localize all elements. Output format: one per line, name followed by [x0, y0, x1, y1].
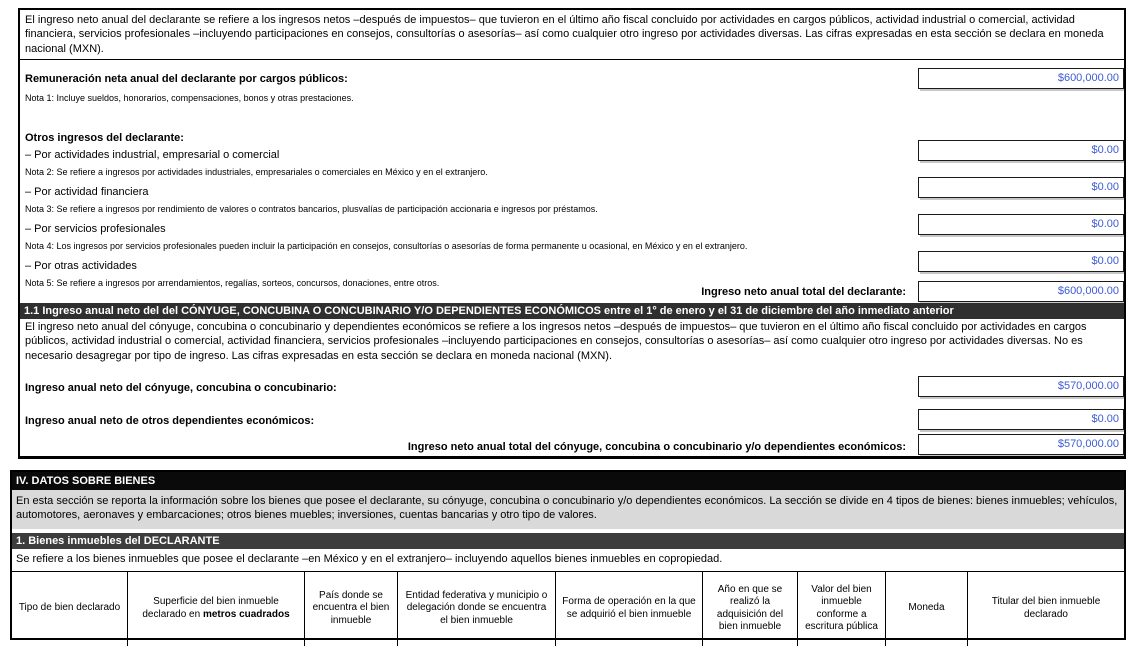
total-declarante-value-field[interactable]: $600,000.00	[918, 281, 1124, 302]
conyuge-row-label: Ingreso anual neto del cónyuge, concubina o concubinario:	[25, 382, 337, 394]
income-intro-text: El ingreso neto anual del declarante se refiere a los ingresos netos –después de impuestos– que tuvieron en el último año fiscal concluido por actividades en cargos públicos, actividad industrial o comercial, actividad financiera, servicios profesionales –incluyendo participaciones en consejos, consultorías o asesorías– así como cualquier otro ingreso por actividades diversas. Las cifras expresadas en esta sección se declara en moneda nacional (MXN).	[20, 10, 1124, 60]
conyuge-intro-text: El ingreso neto anual del cónyuge, concubina o concubinario y dependientes económicos se refiere a los ingresos netos –después de impuestos– que tuvieron en el último año fiscal concluido por actividades en cargos públicos, actividad industrial o comercial, actividad financiera, servicios profesionales –incluyendo participaciones en consejos, consultorías o asesorías– así como cualquier otro ingreso por actividades diversas. No es necesario desagregar por tipo de ingreso. Las cifras expresadas en esta sección se declara en moneda nacional (MXN).	[25, 321, 1087, 362]
total-declarante-label: Ingreso neto anual total del declarante:	[701, 286, 906, 298]
otros-item-value-field[interactable]: $0.00	[918, 140, 1124, 161]
section-1-1-header-bar: 1.1 Ingreso anual neto del del CÓNYUGE, CONCUBINA O CONCUBINARIO Y/O DEPENDIENTES ECONÓMICOS entre el 1° de enero y el 31 de diciembre del año inmediato anterior	[20, 303, 1124, 319]
bienes-table-header-row	[12, 571, 1124, 646]
total-conyuge-label: Ingreso neto anual total del cónyuge, concubina o concubinario y/o dependientes económicos:	[407, 441, 906, 453]
remuneracion-value-field[interactable]: $600,000.00	[918, 68, 1124, 89]
conyuge-value-field[interactable]: $570,000.00	[918, 376, 1124, 397]
col-pais: País donde se encuentra el bien inmueble	[304, 572, 397, 646]
col-valor: Valor del bien inmueble conforme a escritura pública	[797, 572, 885, 646]
otros-item-value-field[interactable]: $0.00	[918, 251, 1124, 272]
remuneracion-label: Remuneración neta anual del declarante por cargos públicos:	[25, 73, 348, 85]
otros-item-label: – Por servicios profesionales	[25, 223, 166, 235]
col-anio-adquisicion: Año en que se realizó la adquisición del bien inmueble	[702, 572, 797, 646]
total-conyuge-value-field[interactable]: $570,000.00	[918, 434, 1124, 455]
nota-2: Nota 2: Se refiere a ingresos por actividades industriales, empresariales o comerciales en México y en el extranjero.	[25, 167, 488, 177]
section-1-header-bar: 1. Bienes inmuebles del DECLARANTE	[12, 533, 1124, 549]
nota-5: Nota 5: Se refiere a ingresos por arrendamientos, regalías, sorteos, concursos, donaciones, entre otros.	[25, 278, 440, 288]
dependientes-row-label: Ingreso anual neto de otros dependientes económicos:	[25, 415, 315, 427]
bienes-sub-intro-text: Se refiere a los bienes inmuebles que posee el declarante –en México y en el extranjero– incluyendo aquellos bienes inmuebles en copropiedad.	[16, 552, 723, 565]
bienes-section	[10, 470, 1126, 640]
otros-item-value-field[interactable]: $0.00	[918, 214, 1124, 235]
col-forma-operacion: Forma de operación en la que se adquirió el bien inmueble	[555, 572, 702, 646]
col-titular: Titular del bien inmueble declarado	[967, 572, 1124, 646]
col-entidad: Entidad federativa y municipio o delegación donde se encuentra el bien inmueble	[397, 572, 555, 646]
col-tipo-bien: Tipo de bien declarado	[18, 602, 121, 614]
col-superficie-prefix: Superficie del bien inmueble declarado en	[142, 596, 279, 620]
otros-ingresos-title: Otros ingresos del declarante:	[25, 132, 184, 144]
otros-item-value-field[interactable]: $0.00	[918, 177, 1124, 198]
nota-4: Nota 4: Los ingresos por servicios profesionales pueden incluir la participación en consejos, consultorías o asesorías de forma permanente u ocasional, en México y en el extranjero.	[25, 241, 748, 251]
income-section	[18, 8, 1126, 459]
col-superficie-bold: metros cuadrados	[202, 608, 290, 620]
nota-1: Nota 1: Incluye sueldos, honorarios, compensaciones, bonos y otras prestaciones.	[25, 93, 354, 103]
bienes-intro-text: En esta sección se reporta la información sobre los bienes que posee el declarante, su cónyuge, concubina o concubinario y/o dependientes económicos. La sección se divide en 4 tipos de bienes: bienes inmuebles; vehículos, automotores, aeronaves y embarcaciones; otros bienes muebles; inversiones, cuentas bancarias y otro tipo de valores.	[12, 490, 1124, 529]
col-moneda: Moneda	[885, 572, 967, 646]
dependientes-value-field[interactable]: $0.00	[918, 409, 1124, 430]
otros-item-label: – Por actividades industrial, empresarial o comercial	[25, 149, 280, 161]
otros-item-label: – Por actividad financiera	[25, 186, 149, 198]
otros-item-label: – Por otras actividades	[25, 260, 137, 272]
section-iv-header-bar: IV. DATOS SOBRE BIENES	[12, 472, 1124, 490]
col-superficie	[127, 572, 304, 646]
nota-3: Nota 3: Se refiere a ingresos por rendimiento de valores o contratos bancarios, plusvalías de participación accionaria e ingresos por préstamos.	[25, 204, 598, 214]
